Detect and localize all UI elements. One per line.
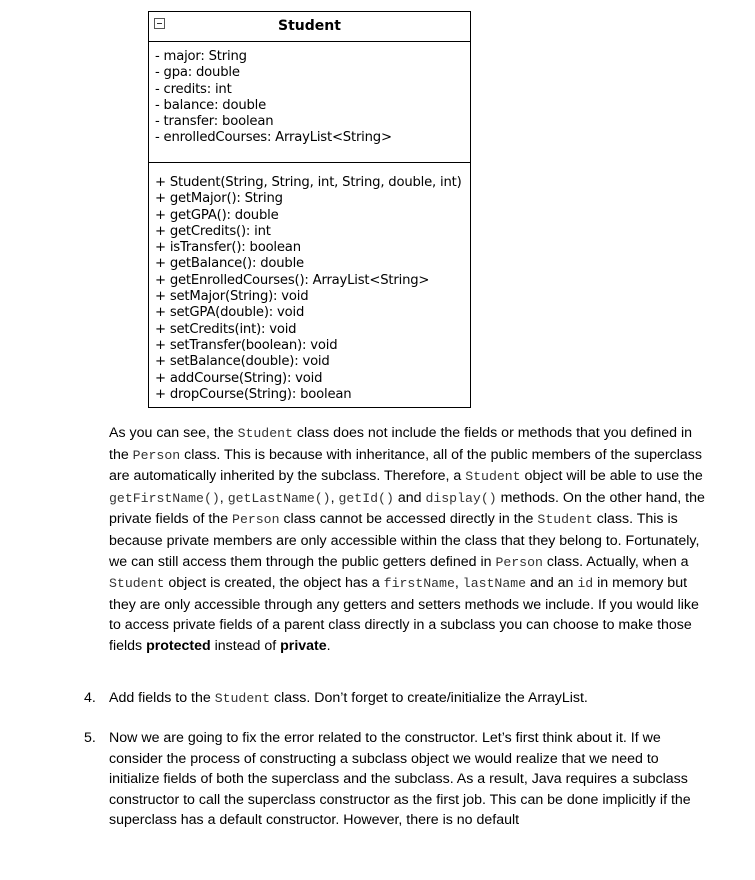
text: object will be able to use the — [520, 468, 703, 485]
text: object is created, the object has a — [164, 575, 384, 592]
code-ref: Student — [465, 469, 521, 485]
uml-attribute: - enrolledCourses: ArrayList<String> — [155, 130, 392, 146]
code-ref: Student — [537, 512, 593, 528]
code-ref: getFirstName() — [109, 490, 220, 506]
uml-method: + setBalance(double): void — [155, 354, 330, 370]
uml-method: + addCourse(String): void — [155, 370, 323, 386]
uml-attribute: - major: String — [155, 49, 247, 64]
uml-method: + dropCourse(String): boolean — [155, 386, 352, 402]
uml-method: + setTransfer(boolean): void — [155, 337, 338, 353]
text: and an — [526, 575, 578, 592]
uml-attribute: - credits: int — [155, 81, 232, 97]
text: and — [393, 489, 426, 506]
text: , — [330, 489, 339, 506]
uml-methods — [149, 163, 470, 407]
uml-class-box — [148, 11, 471, 408]
uml-attribute: - transfer: boolean — [155, 114, 274, 130]
uml-class-name: Student — [278, 18, 341, 34]
text: class. Actually, when a — [542, 553, 689, 570]
code-ref: Student — [109, 576, 165, 592]
text: methods. On the other hand, the private fields of the — [109, 489, 705, 528]
uml-attribute: - balance: double — [155, 97, 267, 113]
text: class does not include the fields or methods that you defined in the — [109, 425, 693, 463]
code-ref: firstName — [383, 576, 455, 592]
code-ref: Student — [237, 426, 293, 441]
code-ref: Person — [495, 554, 543, 570]
code-ref: id — [577, 576, 594, 592]
text: , — [219, 489, 228, 506]
uml-method: + setCredits(int): void — [155, 321, 297, 337]
uml-method: + getMajor(): String — [155, 191, 283, 207]
code-ref: display() — [425, 490, 497, 506]
uml-method: + isTransfer(): boolean — [155, 240, 301, 256]
uml-method: + getBalance(): double — [155, 256, 304, 272]
text: class cannot be accessed directly in the — [279, 511, 538, 528]
uml-method: + getCredits(): int — [155, 223, 271, 239]
uml-method: + setGPA(double): void — [155, 305, 305, 321]
text: class. This is because with inheritance, all of the public members of the superclass are automatically inherited by the subclass. Therefore, a — [109, 446, 702, 485]
uml-method: + Student(String, String, int, String, double, int) — [155, 175, 462, 190]
uml-method: + getGPA(): double — [155, 207, 279, 223]
list-item-5: Now we are going to fix the error related to the constructor. Let’s first think about it. If we consider the process of constructing a subclass object we would realize that we need to initialize fields of both the superclass and the subclass. As a result, Java requires a subclass constructor to call the superclass constructor as the first job. This can be done implicitly if the superclass has a default constructor. However, there is no default — [109, 730, 691, 829]
uml-method: + setMajor(String): void — [155, 289, 309, 305]
uml-attribute: - gpa: double — [155, 65, 240, 81]
code-ref: getId() — [338, 490, 394, 506]
code-ref: lastName — [462, 576, 527, 592]
list-item-4 — [109, 688, 709, 710]
text: class. Don’t forget to create/initialize the ArrayList. — [270, 690, 588, 706]
code-ref: Person — [132, 447, 181, 463]
bold-term: private — [280, 637, 327, 654]
uml-method: + getEnrolledCourses(): ArrayList<String> — [155, 272, 430, 288]
code-ref: Person — [232, 512, 280, 528]
code-ref: Student — [214, 691, 271, 706]
text: instead of — [210, 637, 281, 654]
text: class. This is because private members are only accessible within the class that they belong to. Fortunately, we can still access them through the public getters defined in — [109, 511, 700, 570]
bold-term: protected — [146, 637, 211, 654]
text: in memory but they are only accessible through any getters and setters methods we include. If you would like to access private fields of a parent class directly in a subclass you can choose to make those fields — [109, 575, 699, 654]
code-ref: getLastName() — [227, 490, 331, 506]
text: , — [454, 575, 463, 592]
text: As you can see, the — [109, 425, 238, 441]
uml-header — [149, 12, 470, 42]
list-number: 5. — [84, 730, 96, 746]
inheritance-paragraph — [109, 423, 709, 657]
text: Add fields to the — [109, 690, 215, 706]
text: . — [326, 637, 331, 654]
list-number: 4. — [84, 690, 96, 706]
uml-attributes — [149, 42, 470, 163]
